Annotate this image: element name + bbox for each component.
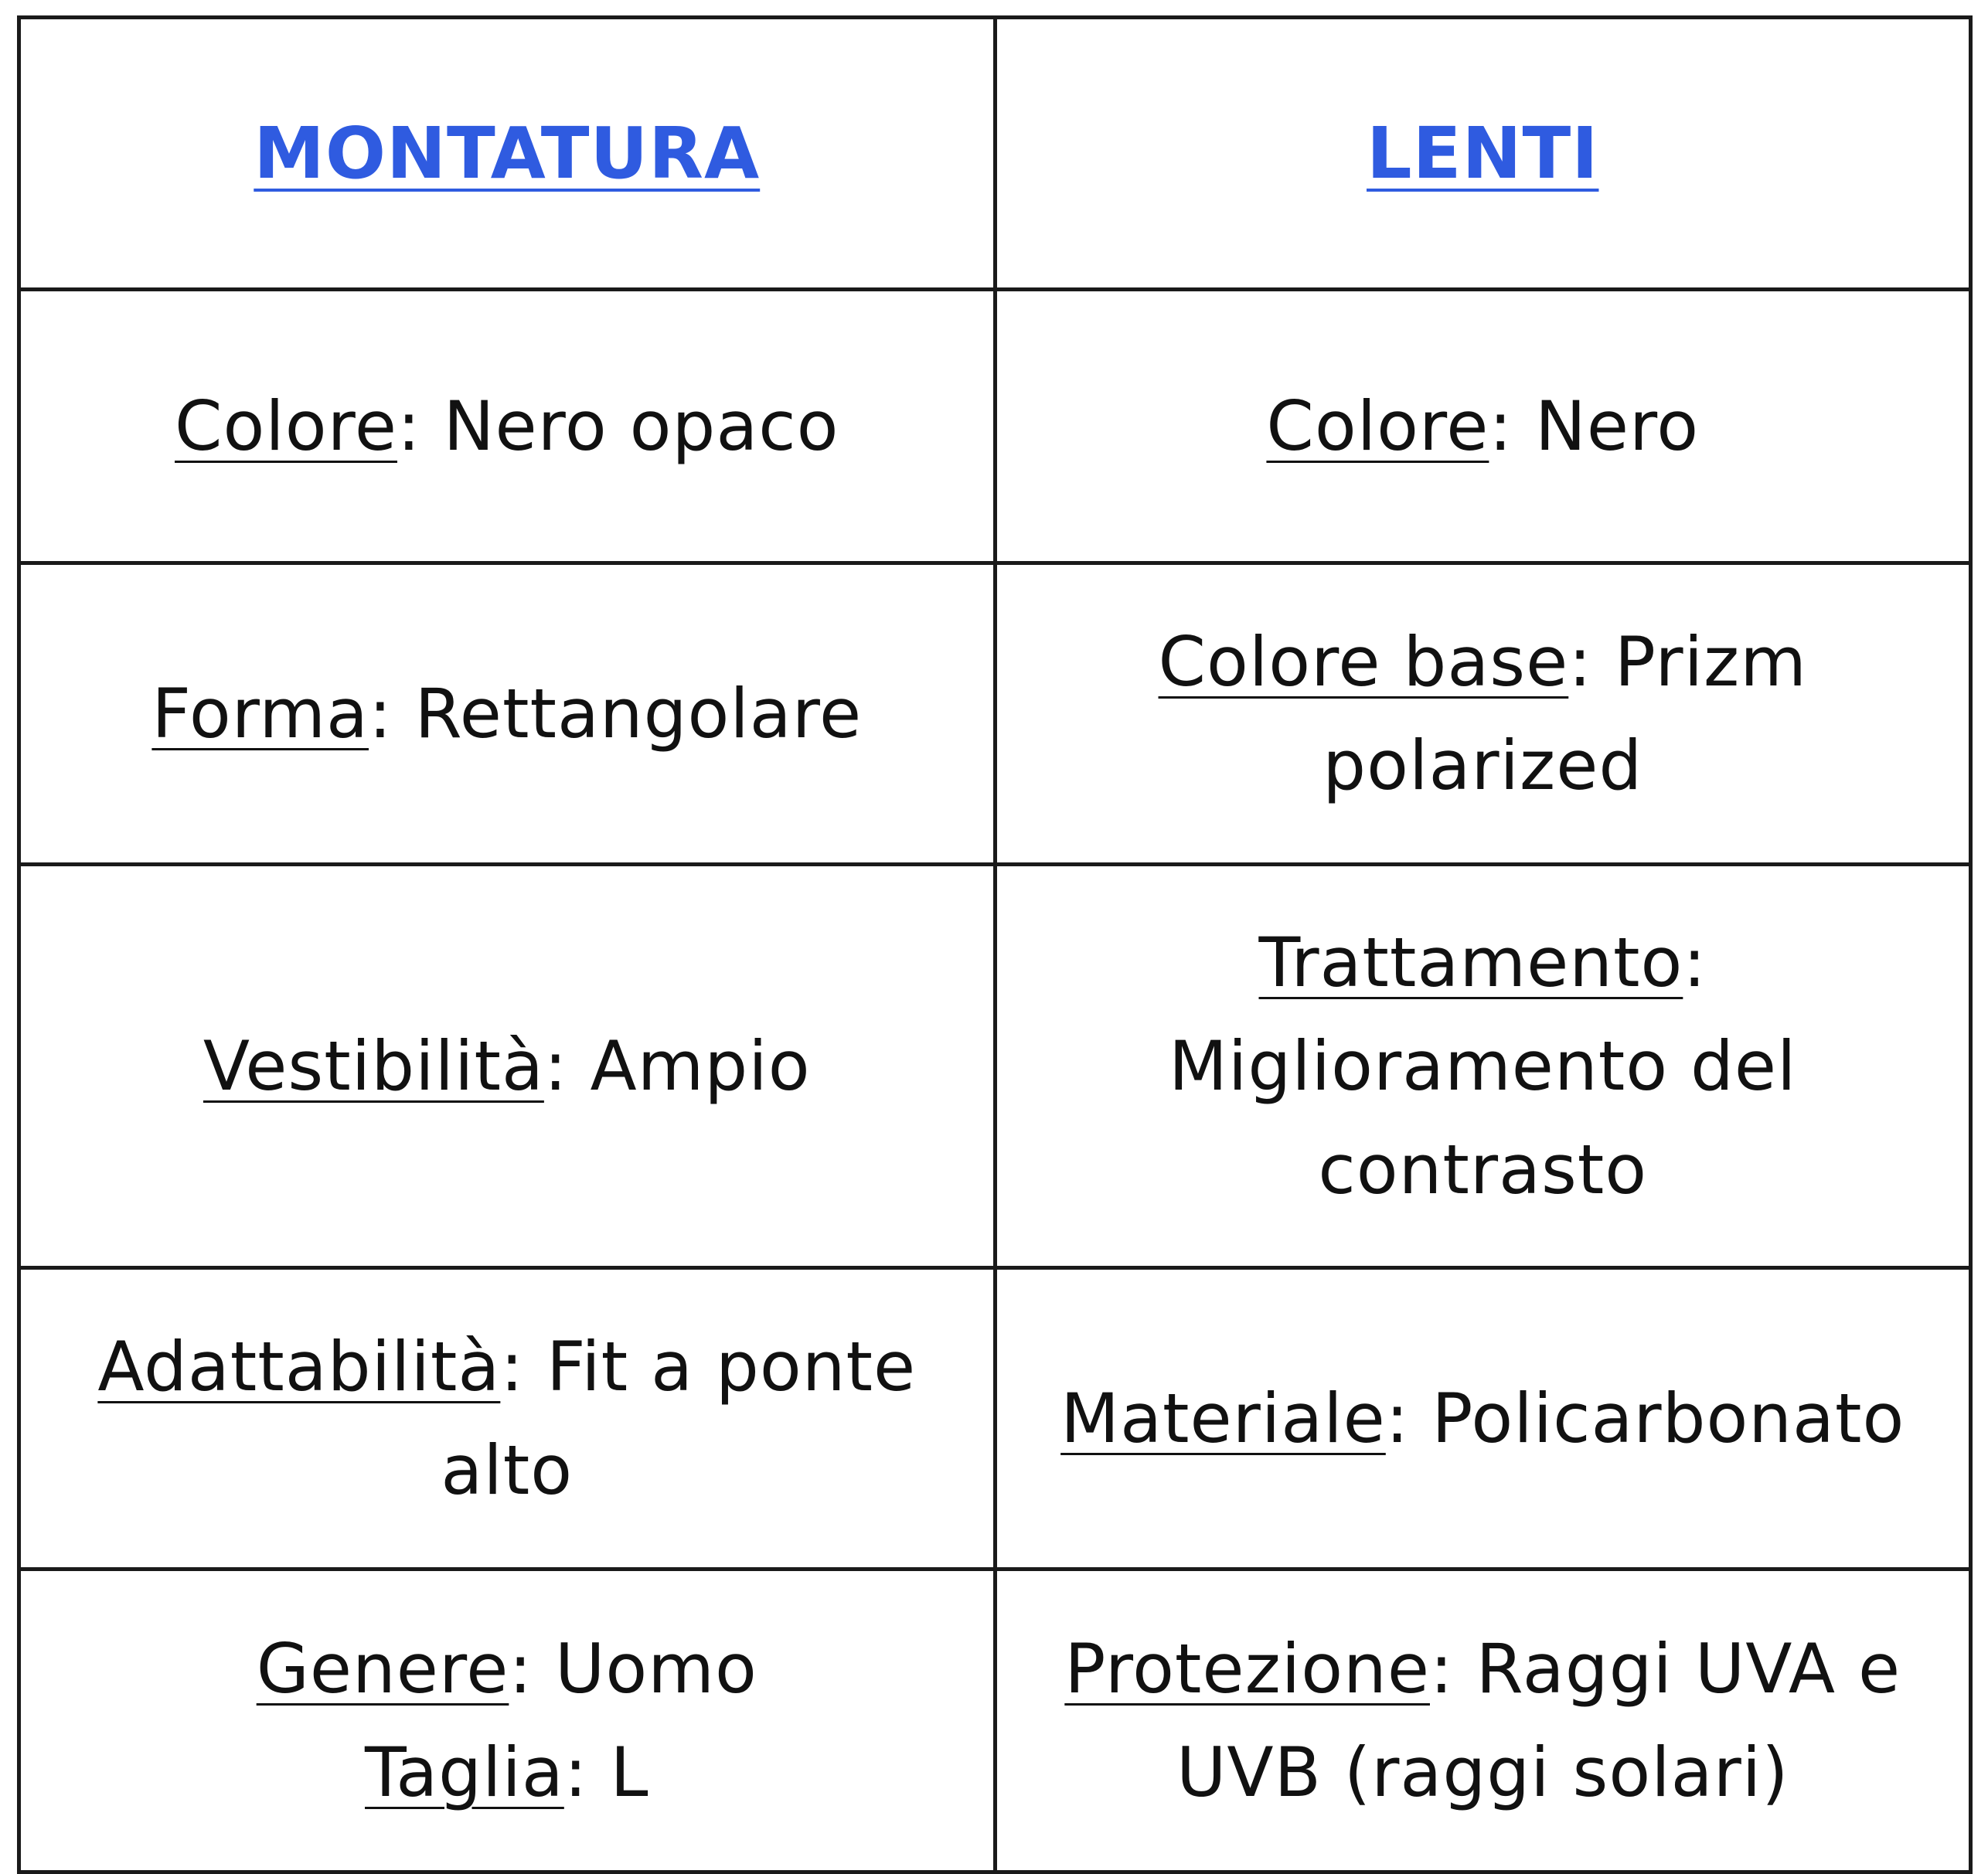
frame-shape-label: Forma [151, 673, 369, 753]
lens-protection-label: Protezione [1064, 1628, 1430, 1709]
table-row [19, 865, 1971, 1268]
lens-protection-value-line2: UVB (raggi solari) [1176, 1732, 1789, 1812]
frame-adaptability-value: Fit a ponte [546, 1326, 917, 1406]
specs-table [17, 15, 1973, 1874]
lens-base-color-value-line2: polarized [1322, 725, 1643, 805]
lens-material-label: Materiale [1060, 1378, 1386, 1458]
lens-base-color-label: Colore base [1158, 621, 1569, 702]
lens-color-label: Colore [1266, 386, 1489, 466]
lens-base-color-value: Prizm [1614, 621, 1807, 702]
header-lenses-cell [995, 18, 1971, 290]
lens-protection-cell: Protezione: Raggi UVA e UVB (raggi solari) [995, 1570, 1971, 1872]
frame-shape-value: Rettangolare [414, 673, 863, 753]
header-row [19, 18, 1971, 290]
frame-gender-label: Genere [256, 1628, 509, 1709]
lens-treatment-cell: Trattamento: Miglioramento del contrasto [995, 865, 1971, 1268]
frame-size-label: Taglia [365, 1732, 564, 1812]
lens-color-cell: Colore: Nero [995, 290, 1971, 563]
lens-treatment-label: Trattamento [1258, 922, 1683, 1002]
header-lenses-link[interactable]: LENTI [1367, 111, 1599, 195]
frame-gender-value: Uomo [554, 1628, 757, 1709]
frame-color-value: Nero opaco [443, 386, 839, 466]
lens-base-color-cell: Colore base: Prizm polarized [995, 563, 1971, 865]
table-row [19, 563, 1971, 865]
table-row [19, 290, 1971, 563]
frame-adaptability-cell: Adattabilità: Fit a ponte alto [19, 1268, 996, 1570]
frame-fit-value: Ampio [590, 1025, 811, 1106]
frame-adaptability-label: Adattabilità [97, 1326, 501, 1406]
frame-fit-cell: Vestibilità: Ampio [19, 865, 996, 1268]
lens-treatment-value: Miglioramento del [1169, 1025, 1797, 1106]
lens-material-cell: Materiale: Policarbonato [995, 1268, 1971, 1570]
frame-adaptability-value-line2: alto [441, 1430, 574, 1510]
header-frame-link[interactable]: MONTATURA [254, 111, 761, 195]
lens-color-value: Nero [1535, 386, 1700, 466]
frame-fit-label: Vestibilità [203, 1025, 544, 1106]
table-row [19, 1268, 1971, 1570]
lens-material-value: Policarbonato [1431, 1378, 1905, 1458]
table-row [19, 1570, 1971, 1872]
frame-size-value: L [610, 1732, 649, 1812]
lens-treatment-value-line2: contrasto [1318, 1129, 1648, 1209]
frame-color-cell: Colore: Nero opaco [19, 290, 996, 563]
frame-color-label: Colore [175, 386, 397, 466]
lens-protection-value: Raggi UVA e [1476, 1628, 1901, 1709]
header-frame-cell [19, 18, 996, 290]
frame-gender-size-cell: Genere: Uomo Taglia: L [19, 1570, 996, 1872]
frame-shape-cell: Forma: Rettangolare [19, 563, 996, 865]
